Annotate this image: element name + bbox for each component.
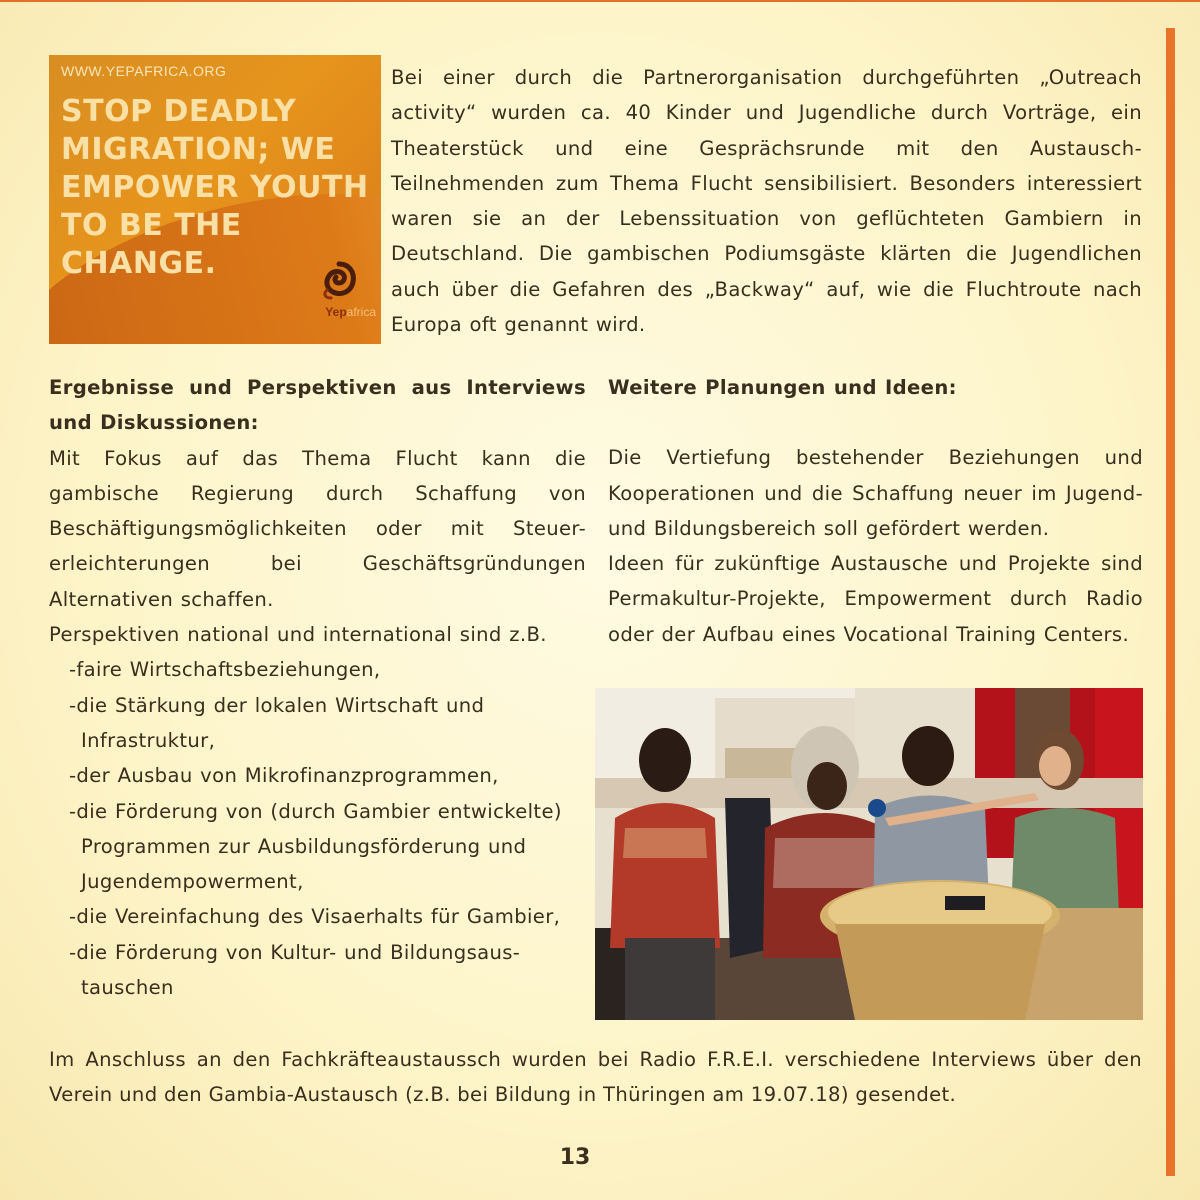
- left-column-paragraph: Mit Fokus auf das Thema Flucht kann die gambische Regierung durch Schaffung von Beschäftigungsmöglichkeiten oder mit Steuer-erleichterungen bei Geschäftsgründungen Alternativen schaffen.: [49, 446, 586, 611]
- logo-text-yep: Yep: [325, 305, 347, 319]
- list-item: -die Stärkung der lokalen Wirtschaft und Infrastruktur,: [69, 693, 485, 752]
- intro-paragraph: [391, 60, 1142, 342]
- spacer: [608, 405, 1143, 440]
- page-number: 13: [559, 1145, 591, 1170]
- right-column-paragraph-2: Ideen für zukünftige Austausche und Projekte sind Permakultur-Projekte, Empowerment durch Radio oder der Aufbau eines Vocational Training Centers.: [608, 552, 1143, 646]
- radio-interview-photo: [595, 688, 1143, 1020]
- left-column: [49, 370, 586, 1005]
- list-item: -der Ausbau von Mikrofinanzprogrammen,: [69, 764, 499, 788]
- yepafrica-logo-icon: [319, 260, 359, 300]
- accent-side-bar: [1166, 28, 1175, 1176]
- poster-url: WWW.YEPAFRICA.ORG: [61, 63, 227, 79]
- right-column: [608, 370, 1143, 652]
- poster-slogan: STOP DEADLY MIGRATION; WE EMPOWER YOUTH TO BE THE CHANGE.: [61, 94, 369, 281]
- list-item: -faire Wirtschaftsbeziehungen,: [69, 658, 381, 682]
- perspectives-intro: Perspektiven national und international sind z.B.: [49, 623, 547, 647]
- top-rule: [0, 0, 1200, 2]
- left-column-heading: Ergebnisse und Perspektiven aus Interviews und Diskussionen:: [49, 376, 586, 435]
- yepafrica-poster: [49, 55, 381, 344]
- right-column-paragraph-1: Die Vertiefung bestehender Beziehungen und Kooperationen und die Schaffung neuer im Jugend- und Bildungsbereich soll gefördert werden.: [608, 446, 1143, 540]
- list-item: -die Förderung von (durch Gambier entwickelte) Programmen zur Ausbildungsförderung und Jugendempowerment,: [69, 799, 562, 894]
- right-column-heading: Weitere Planungen und Ideen:: [608, 376, 957, 399]
- footer-text: Im Anschluss an den Fachkräfteaustaussch wurden bei Radio F.R.E.I. verschiedene Interviews über den Verein und den Gambia-Austausch (z.B. bei Bildung in Thüringen am 19.07.18) gesendet.: [49, 1048, 1142, 1107]
- logo-text-africa: africa: [346, 305, 376, 319]
- list-item: -die Förderung von Kultur- und Bildungsaus-tauschen: [69, 940, 521, 1000]
- footer-paragraph: [49, 1042, 1142, 1113]
- poster-logo-text: [316, 305, 376, 319]
- list-item: -die Vereinfachung des Visaerhalts für Gambier,: [69, 905, 561, 929]
- intro-text: Bei einer durch die Partnerorganisation durchgeführten „Outreach activity“ wurden ca. 40 Kinder und Jugendliche durch Vorträge, ein Theaterstück und eine Gesprächsrunde mit den Austausch-Teilnehmenden zum Thema Flucht sensibilisiert. Besonders interessiert waren sie an der Lebenssituation von geflüchteten Gambiern in Deutschland. Die gambischen Podiumsgäste klärten die Jugendlichen auch über die Gefahren des „Backway“ auf, wie die Fluchtroute nach Europa oft genannt wird.: [391, 66, 1142, 337]
